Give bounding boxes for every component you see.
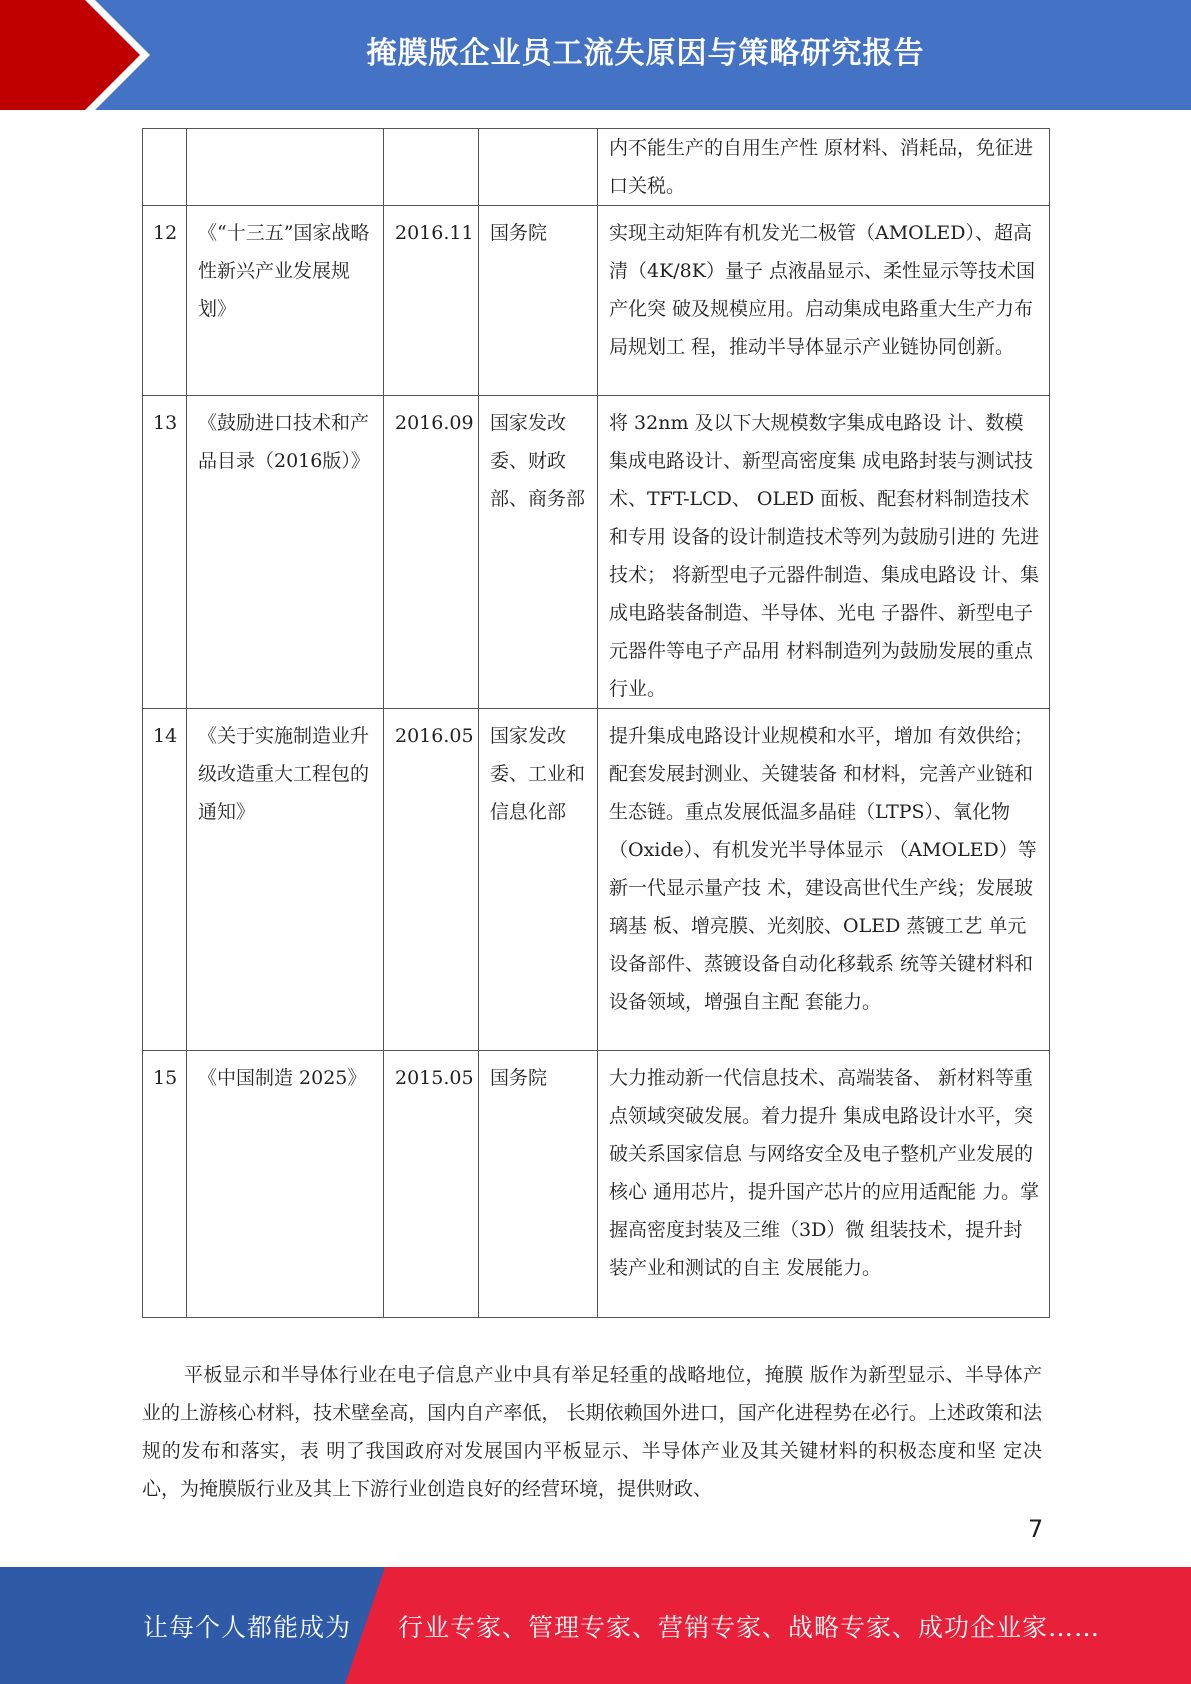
- cell-policy-name: [187, 129, 384, 206]
- cell-content: 内不能生产的自用生产性 原材料、消耗品，免征进口关税。: [598, 129, 1050, 206]
- cell-number: 14: [143, 709, 187, 1051]
- cell-policy-name: 《鼓励进口技术和产品目录（2016版）》: [187, 396, 384, 709]
- table-row: [143, 709, 1050, 1051]
- cell-date: 2016.05: [384, 709, 479, 1051]
- cell-content: 实现主动矩阵有机发光二极管（AMOLED）、超高清（4K/8K）量子 点液晶显示、柔性显示等技术国产化突 破及规模应用。启动集成电路重大生产力布局规划工 程，推动半导体显示产业链协同创新。: [598, 206, 1050, 396]
- cell-content: 大力推动新一代信息技术、高端装备、 新材料等重点领域突破发展。着力提升 集成电路设计水平，突破关系国家信息 与网络安全及电子整机产业发展的核心 通用芯片，提升国产芯片的应用适配能 力。掌握高密度封装及三维（3D）微 组装技术，提升封装产业和测试的自主 发展能力。: [598, 1051, 1050, 1318]
- header-red-chevron: [0, 0, 140, 110]
- page-number: 7: [1028, 1515, 1044, 1543]
- footer-slogan-left: 让每个人都能成为: [143, 1612, 352, 1642]
- header-title: 掩膜版企业员工流失原因与策略研究报告: [366, 36, 925, 71]
- cell-number: 12: [143, 206, 187, 396]
- cell-policy-name: 《关于实施制造业升级改造重大工程包的通知》: [187, 709, 384, 1051]
- table-row: [143, 396, 1050, 709]
- cell-date: 2016.09: [384, 396, 479, 709]
- cell-policy-name: 《“十三五”国家战略性新兴产业发展规划》: [187, 206, 384, 396]
- body-paragraph: 平板显示和半导体行业在电子信息产业中具有举足轻重的战略地位，掩膜 版作为新型显示、半导体产业的上游核心材料，技术壁垒高，国内自产率低， 长期依赖国外进口，国产化进程势在必行。上述政策和法规的发布和落实，表 明了我国政府对发展国内平板显示、半导体产业及其关键材料的积极态度和坚 定决心，为掩膜版行业及其上下游行业创造良好的经营环境，提供财政、: [142, 1364, 1042, 1500]
- cell-content: 将 32nm 及以下大规模数字集成电路设 计、数模集成电路设计、新型高密度集 成电路封装与测试技术、TFT-LCD、 OLED 面板、配套材料制造技术和专用 设备的设计制造技术等列为鼓励引进的 先进技术； 将新型电子元器件制造、集成电路设 计、集成电路装备制造、半导体、光电 子器件、新型电子元器件等电子产品用 材料制造列为鼓励发展的重点行业。: [598, 396, 1050, 709]
- cell-issuer: 国务院: [479, 1051, 598, 1318]
- cell-policy-name: 《中国制造 2025》: [187, 1051, 384, 1318]
- cell-content: 提升集成电路设计业规模和水平，增加 有效供给；配套发展封测业、关键装备 和材料，完善产业链和生态链。重点发展低温多晶硅（LTPS）、氧化物 （Oxide）、有机发光半导体显示 （AMOLED）等新一代显示量产技 术，建设高世代生产线；发展玻璃基 板、增亮膜、光刻胶、OLED 蒸镀工艺 单元设备部件、蒸镀设备自动化移载系 统等关键材料和设备领域，增强自主配 套能力。: [598, 709, 1050, 1051]
- cell-date: 2015.05: [384, 1051, 479, 1318]
- page-footer: [0, 1567, 1191, 1684]
- cell-number: 15: [143, 1051, 187, 1318]
- page-header: [0, 0, 1191, 110]
- cell-number: [143, 129, 187, 206]
- cell-date: 2016.11: [384, 206, 479, 396]
- table-row: [143, 129, 1050, 206]
- cell-number: 13: [143, 396, 187, 709]
- cell-issuer: 国家发改委、财政部、商务部: [479, 396, 598, 709]
- cell-issuer: 国家发改委、工业和信息化部: [479, 709, 598, 1051]
- cell-issuer: [479, 129, 598, 206]
- footer-slogan-right: 行业专家、管理专家、营销专家、战略专家、成功企业家……: [398, 1612, 1101, 1642]
- cell-date: [384, 129, 479, 206]
- policy-table: [142, 128, 1050, 1318]
- table-row: [143, 206, 1050, 396]
- table-row: [143, 1051, 1050, 1318]
- cell-issuer: 国务院: [479, 206, 598, 396]
